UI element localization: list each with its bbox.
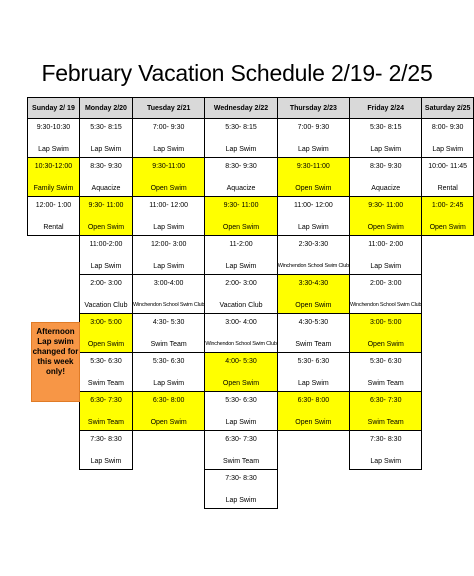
- session-time: 2:00- 3:00: [90, 279, 122, 287]
- session-time: 9:30- 11:00: [88, 201, 124, 209]
- schedule-cell: [350, 119, 422, 158]
- empty-cell: [28, 275, 80, 314]
- session-time: 4:30- 5:30: [152, 318, 185, 326]
- session-time: 3:00- 5:00: [90, 318, 122, 326]
- session-time: 11:00- 12:00: [149, 201, 189, 209]
- day-header: Monday 2/20: [79, 98, 132, 119]
- session-time: 11:00-2:00: [89, 240, 123, 248]
- day-header: Saturday 2/25: [422, 98, 474, 119]
- schedule-title: February Vacation Schedule 2/19- 2/25: [41, 60, 433, 86]
- session-time: 9:30-11:00: [152, 162, 186, 170]
- session-time: 3:00- 4:00: [225, 318, 257, 326]
- session-time: 8:00- 9:30: [431, 123, 464, 131]
- session-activity: Winchendon School Swim Club: [350, 301, 422, 308]
- schedule-cell: [79, 158, 132, 197]
- session-time: 5:30- 6:30: [297, 357, 330, 365]
- note-line: Lap swim: [37, 337, 74, 346]
- session-activity: Swim Team: [367, 379, 404, 387]
- session-activity: Open Swim: [222, 223, 260, 231]
- schedule-cell: [28, 158, 80, 197]
- session-time: 5:30- 8:15: [90, 123, 122, 131]
- session-activity: Lap Swim: [370, 145, 402, 153]
- empty-cell: [277, 470, 349, 509]
- session-time: 7:30- 8:30: [225, 474, 257, 482]
- session-activity: Lap Swim: [297, 223, 329, 231]
- note-line: Afternoon: [36, 327, 75, 336]
- schedule-cell: [79, 314, 132, 353]
- day-header: Sunday 2/ 19: [28, 98, 80, 119]
- session-activity: Lap Swim: [225, 418, 257, 426]
- schedule-cell: [205, 392, 277, 431]
- session-time: 5:30- 8:15: [225, 123, 257, 131]
- schedule-row: [28, 470, 474, 509]
- session-activity: Open Swim: [367, 223, 404, 231]
- empty-cell: [133, 431, 205, 470]
- session-time: 11:00- 2:00: [368, 240, 404, 248]
- session-time: 6:30- 7:30: [369, 396, 402, 404]
- empty-cell: [422, 470, 474, 509]
- session-time: 9:30-10:30: [36, 123, 71, 131]
- session-time: 7:00- 9:30: [152, 123, 185, 131]
- schedule-cell: [350, 314, 422, 353]
- session-activity: Lap Swim: [297, 379, 329, 387]
- note-line: changed for: [32, 347, 79, 356]
- session-time: 5:30- 6:30: [152, 357, 185, 365]
- session-activity: Open Swim: [222, 379, 260, 387]
- note-line: only!: [45, 367, 66, 376]
- session-activity: Vacation Club: [84, 301, 128, 309]
- session-activity: Open Swim: [150, 418, 187, 426]
- session-activity: Winchendon School Swim Club: [277, 262, 350, 269]
- schedule-cell: [133, 158, 205, 197]
- session-time: 3:00-4:00: [153, 279, 184, 287]
- empty-cell: [422, 353, 474, 392]
- schedule-cell: [79, 275, 132, 314]
- schedule-cell: [205, 119, 277, 158]
- session-activity: Open Swim: [150, 184, 187, 192]
- schedule-cell: [133, 197, 205, 236]
- schedule-row: [28, 275, 474, 314]
- session-activity: Open Swim: [87, 223, 125, 231]
- session-activity: Swim Team: [295, 340, 332, 348]
- schedule-cell: [79, 197, 132, 236]
- schedule-row: [28, 158, 474, 197]
- note-line: this week: [37, 357, 74, 366]
- empty-cell: [277, 431, 349, 470]
- session-time: 8:30- 9:30: [369, 162, 402, 170]
- session-activity: Open Swim: [295, 184, 332, 192]
- session-activity: Lap Swim: [225, 262, 257, 270]
- session-activity: Winchendon School Swim Club: [205, 340, 277, 347]
- schedule-cell: [277, 119, 349, 158]
- session-activity: Lap Swim: [90, 145, 122, 153]
- day-header-row: [28, 98, 474, 119]
- empty-cell: [422, 314, 474, 353]
- session-time: 9:30-11:00: [296, 162, 330, 170]
- session-activity: Swim Team: [150, 340, 187, 348]
- session-time: 8:30- 9:30: [90, 162, 122, 170]
- schedule-cell: [133, 392, 205, 431]
- schedule-cell: [422, 119, 474, 158]
- day-header: Friday 2/24: [350, 98, 422, 119]
- session-time: 7:30- 8:30: [90, 435, 122, 443]
- session-activity: Rental: [43, 223, 64, 231]
- schedule-cell: [277, 392, 349, 431]
- schedule-cell: [133, 236, 205, 275]
- schedule-cell: [350, 236, 422, 275]
- schedule-cell: [133, 353, 205, 392]
- session-time: 6:30- 7:30: [225, 435, 257, 443]
- day-header: Wednesday 2/22: [205, 98, 277, 119]
- schedule-row: [28, 236, 474, 275]
- schedule-cell: [205, 236, 277, 275]
- schedule-cell: [277, 275, 349, 314]
- session-activity: Lap Swim: [225, 496, 257, 504]
- session-activity: Open Swim: [295, 301, 332, 309]
- schedule-cell: [205, 197, 277, 236]
- schedule-cell: [79, 392, 132, 431]
- session-activity: Open Swim: [87, 340, 125, 348]
- schedule-cell: [133, 119, 205, 158]
- session-time: 12:00- 1:00: [35, 201, 72, 209]
- schedule-row: [28, 197, 474, 236]
- schedule-cell: [205, 158, 277, 197]
- session-activity: Lap Swim: [153, 262, 185, 270]
- schedule-cell: [350, 353, 422, 392]
- session-time: 3:30-4:30: [298, 279, 329, 287]
- schedule-cell: [205, 275, 277, 314]
- session-time: 4:00- 5:30: [225, 357, 257, 365]
- empty-cell: [28, 236, 80, 275]
- empty-cell: [28, 431, 80, 470]
- session-activity: Aquacize: [371, 184, 401, 192]
- empty-cell: [422, 275, 474, 314]
- schedule-cell: [277, 314, 349, 353]
- session-activity: Aquacize: [91, 184, 121, 192]
- empty-cell: [28, 470, 80, 509]
- schedule-cell: [205, 431, 277, 470]
- session-activity: Lap Swim: [153, 379, 185, 387]
- session-time: 5:30- 6:30: [90, 357, 122, 365]
- schedule-cell: [28, 197, 80, 236]
- session-activity: Open Swim: [429, 223, 466, 231]
- session-activity: Lap Swim: [297, 145, 329, 153]
- schedule-cell: [205, 353, 277, 392]
- schedule-cell: [350, 431, 422, 470]
- session-activity: Swim Team: [87, 379, 124, 387]
- session-activity: Swim Team: [87, 418, 124, 426]
- schedule-cell: [277, 353, 349, 392]
- empty-cell: [422, 236, 474, 275]
- schedule-cell: [350, 275, 422, 314]
- session-activity: Lap Swim: [432, 145, 464, 153]
- session-time: 3:00- 5:00: [369, 318, 402, 326]
- schedule-cell: [277, 158, 349, 197]
- session-time: 5:30- 8:15: [369, 123, 402, 131]
- schedule-row: [28, 353, 474, 392]
- schedule-row: [28, 392, 474, 431]
- empty-cell: [79, 470, 132, 509]
- schedule-cell: [350, 392, 422, 431]
- session-activity: Swim Team: [367, 418, 404, 426]
- session-activity: Lap Swim: [370, 457, 402, 465]
- session-time: 2:30-3:30: [298, 240, 329, 248]
- session-activity: Open Swim: [367, 340, 404, 348]
- day-header: Thursday 2/23: [277, 98, 349, 119]
- afternoon-lap-swim-note: [31, 322, 80, 402]
- session-activity: Winchendon School Swim Club: [133, 301, 205, 308]
- session-time: 8:30- 9:30: [225, 162, 257, 170]
- session-time: 2:00- 3:00: [369, 279, 402, 287]
- empty-cell: [350, 470, 422, 509]
- session-activity: Open Swim: [295, 418, 332, 426]
- schedule-cell: [350, 197, 422, 236]
- session-time: 2:00- 3:00: [225, 279, 257, 287]
- session-time: 7:30- 8:30: [369, 435, 402, 443]
- schedule-cell: [277, 236, 349, 275]
- session-activity: Vacation Club: [219, 301, 263, 309]
- session-time: 1:00- 2:45: [431, 201, 464, 209]
- session-time: 7:00- 9:30: [297, 123, 330, 131]
- session-time: 6:30- 7:30: [90, 396, 122, 404]
- schedule-cell: [205, 470, 277, 509]
- session-time: 6:30- 8:00: [297, 396, 330, 404]
- schedule-cell: [79, 431, 132, 470]
- session-time: 5:30- 6:30: [369, 357, 402, 365]
- session-time: 9:30- 11:00: [223, 201, 259, 209]
- session-time: 4:30-5:30: [298, 318, 329, 326]
- session-activity: Lap Swim: [38, 145, 69, 153]
- schedule-cell: [422, 197, 474, 236]
- session-time: 6:30- 8:00: [152, 396, 185, 404]
- schedule-cell: [79, 353, 132, 392]
- schedule-row: [28, 314, 474, 353]
- session-activity: Lap Swim: [90, 262, 122, 270]
- schedule-cell: [133, 314, 205, 353]
- schedule-cell: [28, 119, 80, 158]
- schedule-cell: [422, 158, 474, 197]
- session-time: 12:00- 3:00: [150, 240, 187, 248]
- session-activity: Aquacize: [226, 184, 256, 192]
- session-time: 10:30-12:00: [34, 162, 73, 170]
- schedule-cell: [205, 314, 277, 353]
- empty-cell: [133, 470, 205, 509]
- schedule-cell: [79, 119, 132, 158]
- session-activity: Lap Swim: [370, 262, 402, 270]
- empty-cell: [422, 392, 474, 431]
- session-time: 11-2:00: [229, 240, 253, 248]
- day-header: Tuesday 2/21: [133, 98, 205, 119]
- session-time: 9:30- 11:00: [368, 201, 404, 209]
- session-activity: Lap Swim: [153, 223, 185, 231]
- schedule-row: [28, 119, 474, 158]
- schedule-cell: [133, 275, 205, 314]
- session-time: 5:30- 6:30: [225, 396, 257, 404]
- schedule-body: [28, 119, 474, 509]
- schedule-row: [28, 431, 474, 470]
- session-activity: Lap Swim: [225, 145, 257, 153]
- session-activity: Lap Swim: [90, 457, 122, 465]
- schedule-cell: [79, 236, 132, 275]
- session-activity: Swim Team: [222, 457, 260, 465]
- empty-cell: [422, 431, 474, 470]
- session-activity: Lap Swim: [153, 145, 185, 153]
- session-time: 11:00- 12:00: [293, 201, 333, 209]
- session-activity: Rental: [437, 184, 458, 192]
- session-activity: Family Swim: [33, 184, 74, 192]
- schedule-cell: [277, 197, 349, 236]
- session-time: 10:00- 11:45: [428, 162, 468, 170]
- schedule-table: [27, 97, 474, 509]
- schedule-cell: [350, 158, 422, 197]
